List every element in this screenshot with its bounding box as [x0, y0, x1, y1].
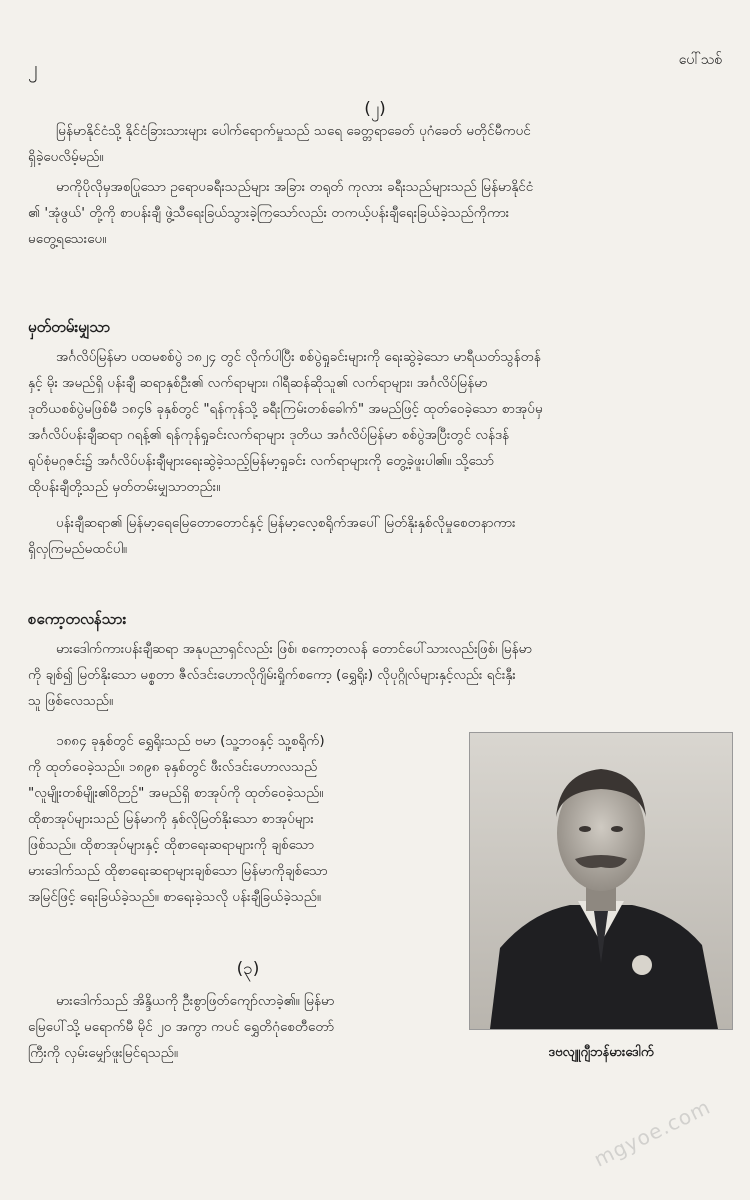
- photo-caption: ဒဗလျူဂျီဘန်မားဒေါက်: [548, 1045, 654, 1060]
- text-line: နှင့် မိုး အမည်ရှိ ပန်းချီ ဆရာနှစ်ဦး၏ လက်ရာများ၊ ဂါရီဆန်ဆိုသူ၏ လက်ရာများ၊ အင်္ဂလိပ်မြန်မာ: [28, 375, 488, 391]
- text-line: ၏ 'အုံဖွယ်' တို့ကို စာပန်းချီ ဖွဲ့သီရေးခြယ်သွားခဲ့ကြသော်လည်း တကယ့်ပန်းချီရေးခြယ်ခဲ့သည်ကိုကား: [28, 205, 510, 221]
- text-line: အင်္ဂလိပ်မြန်မာ ပထမစစ်ပွဲ ၁၈၂၄ တွင် လိုက်ပါပြီး စစ်ပွဲရှုခင်းများကို ရေးဆွဲခဲ့သော မာရီယတ်သွန်တန်: [56, 349, 541, 365]
- text-line: သူ ဖြစ်လေသည်။: [28, 693, 114, 709]
- section-heading-scotsman: စကော့တလန်သား: [28, 610, 127, 628]
- text-line: "လူမျိုးတစ်မျိုး၏ဝိဉာဉ်" အမည်ရှိ စာအုပ်ကို ထုတ်ဝေခဲ့သည်။: [28, 785, 324, 801]
- paragraph-books: [28, 728, 468, 910]
- paragraph-arrival: [28, 988, 468, 1066]
- text-line: ထိုပန်းချီတို့သည် မှတ်တမ်းမျှသာတည်း။: [28, 479, 221, 495]
- watermark: mgyoe.com: [590, 1094, 715, 1172]
- text-line: ပန်းချီဆရာ၏ မြန်မာ့ရေမြေတောတောင်နှင့် မြန်မာ့လေ့စရိုက်အပေါ် မြတ်နိုးနှစ်လိုမှုစေတနာကား: [56, 515, 516, 531]
- text-line: ဒုတိယစစ်ပွဲမဖြစ်မီ ၁၈၄၆ ခုနှစ်တွင် "ရန်ကုန်သို့ ခရီးကြမ်းတစ်ခေါက်" အမည်ဖြင့် ထုတ်ဝေခဲ့သော စာအုပ်မှ: [28, 401, 543, 417]
- text-line: အင်္ဂလိပ်ပန်းချီဆရာ ဂရန့်၏ ရန်ကုန်ရှုခင်းလက်ရာများ ဒုတိယ အင်္ဂလိပ်မြန်မာ စစ်ပွဲအပြီးတွင် လန်ဒန်: [28, 427, 510, 443]
- text-line: ရှိခဲ့ပေလိမ့်မည်။: [28, 149, 104, 165]
- paragraph-travellers: [28, 174, 728, 252]
- running-head: ပေါ်သစ်: [678, 52, 722, 68]
- portrait-photo: [470, 733, 732, 1029]
- text-line: ရုပ်စုံမဂ္ဂဇင်း၌ အင်္ဂလိပ်ပန်းချီများရေးဆွဲခဲ့သည့်မြန်မာ့ရှုခင်း လက်ရာများကို တွေ့ခဲ့ဖူးပါ၏။ သို့သော်: [28, 453, 494, 469]
- paragraph-intro: [28, 118, 728, 170]
- text-line: ထိုစာအုပ်များသည် မြန်မာကို နှစ်လိုမြတ်နိုးသော စာအုပ်များ: [28, 811, 314, 827]
- portrait-photo-icon: [470, 733, 732, 1029]
- page-number: ၂: [28, 57, 38, 79]
- section-number-2: (၂): [364, 99, 386, 119]
- text-line: ကြီးကို လှမ်းမျှော်ဖူးမြင်ရသည်။: [28, 1045, 179, 1061]
- paragraph-affection: [28, 510, 728, 562]
- text-line: မားဒေါက်သည် အိန္ဒိယကို ဦးစွာဖြတ်ကျော်လာခဲ့၏။ မြန်မာ: [56, 993, 335, 1009]
- text-line: မြန်မာနိုင်ငံသို့ နိုင်ငံခြားသားများ ပေါက်ရောက်မှုသည် သရေ ခေတ္တရာခေတ် ပုဂံခေတ် မတိုင်မီကပင်: [56, 123, 531, 139]
- text-line: ကို ထုတ်ဝေခဲ့သည်။ ၁၈၉၈ ခုနှစ်တွင် ဖီးလ်ဒင်းဟောလသည်: [28, 759, 318, 775]
- text-line: ၁၈၈၄ ခုနှစ်တွင် ရွှေရိုးသည် ဗမာ (သူ့ဘဝနှင့် သူ့စရိုက်): [56, 733, 325, 749]
- text-line: ဖြစ်သည်။ ထိုစာအုပ်များနှင့် ထိုစာရေးဆရာများကို ချစ်သော: [28, 837, 315, 853]
- text-line: အမြင်ဖြင့် ရေးခြယ်ခဲ့သည်။ စာရေးခဲ့သလို ပန်းချီခြယ်ခဲ့သည်။: [28, 889, 322, 905]
- text-line: မားဒေါက်သည် ထိုစာရေးဆရာများချစ်သော မြန်မာကိုချစ်သော: [28, 863, 328, 879]
- text-line: မာကိုပိုလိုမှအစပြုသော ဥရောပခရီးသည်များ အခြား တရုတ် ကုလား ခရီးသည်များသည် မြန်မာနိုင်ငံ: [56, 179, 534, 195]
- text-line: မားဒေါက်ကားပန်းချီဆရာ အနုပညာရှင်လည်း ဖြစ်၊ စကော့တလန် တောင်ပေါ်သားလည်းဖြစ်၊ မြန်မာ: [56, 641, 532, 657]
- section-heading-memo: မှတ်တမ်းမျှသာ: [28, 318, 111, 336]
- text-line: ကို ချစ်၍ မြတ်နိုးသော မစ္စတာ ဇီလ်ဒင်းဟောလိုဂျိမ်းရှိုက်စကော့ (ရွှေရိုး) လိုပုဂ္ဂိုလ်များနှင့်လည်း ရင်းနှီး: [28, 667, 516, 683]
- text-line: မတွေ့ရသေးပေ။: [28, 231, 107, 247]
- paragraph-war-paintings: [28, 344, 728, 500]
- paragraph-murdoch: [28, 636, 728, 714]
- text-line: ရှိလှကြမည်မထင်ပါ။: [28, 541, 128, 557]
- text-line: မြေပေါ်သို့ မရောက်မီ မိုင် ၂၀ အကွာ ကပင် ရွှေတိဂုံစေတီတော်: [28, 1019, 335, 1035]
- section-number-3: (၃): [236, 959, 260, 979]
